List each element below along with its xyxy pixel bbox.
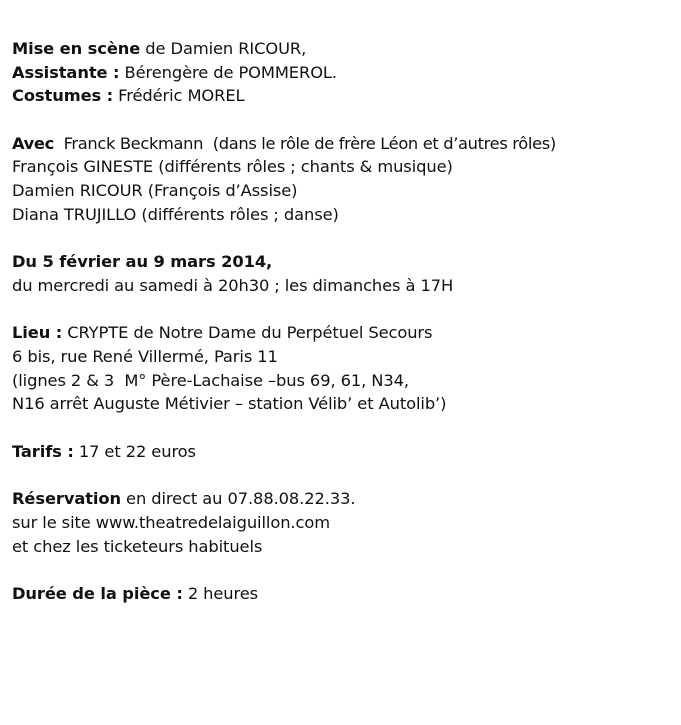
venue-name: CRYPTE de Notre Dame du Perpétuel Secours: [62, 323, 433, 343]
credit-assistante: [12, 61, 677, 85]
cast-actor-1: Franck Beckmann (dans le rôle de frère Léon et d’autres rôles): [53, 133, 556, 153]
cast-actor-3: Damien RICOUR (François d’Assise): [12, 180, 298, 200]
cast-block: [12, 132, 677, 226]
credit-costumes: [12, 84, 677, 108]
tarifs-label: Tarifs :: [12, 441, 74, 461]
costumes-label: Costumes :: [12, 86, 114, 106]
duree-block: [12, 582, 677, 606]
venue-block: [12, 321, 677, 415]
tarifs-value: 17 et 22 euros: [73, 441, 196, 461]
mise-en-scene-value: de Damien RICOUR,: [140, 39, 307, 58]
dates-range-text: Du 5 février au 9 mars 2014,: [12, 252, 273, 272]
venue-label: Lieu :: [12, 323, 63, 343]
tarifs-line: [12, 440, 677, 464]
document-body: [12, 37, 677, 630]
cast-actor-2: François GINESTE (différents rôles ; chants & musique): [12, 157, 453, 177]
assistante-label: Assistante :: [12, 62, 120, 82]
duree-label: Durée de la pièce :: [12, 584, 183, 604]
costumes-value: Frédéric MOREL: [113, 86, 245, 106]
assistante-value: Bérengère de POMMEROL.: [119, 62, 337, 82]
cast-actor-4: Diana TRUJILLO (différents rôles ; danse): [12, 204, 339, 224]
credits-block: [12, 37, 677, 108]
dates-range: [12, 250, 677, 274]
dates-block: [12, 250, 677, 297]
venue-transport-2: N16 arrêt Auguste Métivier – station Vélib’ et Autolib’): [12, 394, 447, 414]
reservation-tickets: et chez les ticketeurs habituels: [12, 536, 263, 556]
cast-line-1: [12, 132, 677, 156]
venue-address: 6 bis, rue René Villermé, Paris 11: [12, 346, 278, 366]
duree-value: 2 heures: [182, 584, 259, 604]
dates-schedule: du mercredi au samedi à 20h30 ; les dimanches à 17H: [12, 275, 454, 295]
tarifs-block: [12, 440, 677, 464]
reservation-line: [12, 487, 677, 511]
avec-label: Avec: [12, 133, 54, 153]
credit-mise-en-scene: [12, 37, 677, 61]
mise-en-scene-label: Mise en scène: [12, 39, 141, 58]
duree-line: [12, 582, 677, 606]
venue-transport-1: (lignes 2 & 3 M° Père-Lachaise –bus 69, 61, N34,: [12, 370, 409, 390]
reservation-value: en direct au 07.88.08.22.33.: [120, 489, 356, 509]
reservation-block: [12, 487, 677, 558]
reservation-site: sur le site www.theatredelaiguillon.com: [12, 512, 330, 532]
reservation-label: Réservation: [12, 489, 121, 509]
venue-name-line: [12, 321, 677, 345]
